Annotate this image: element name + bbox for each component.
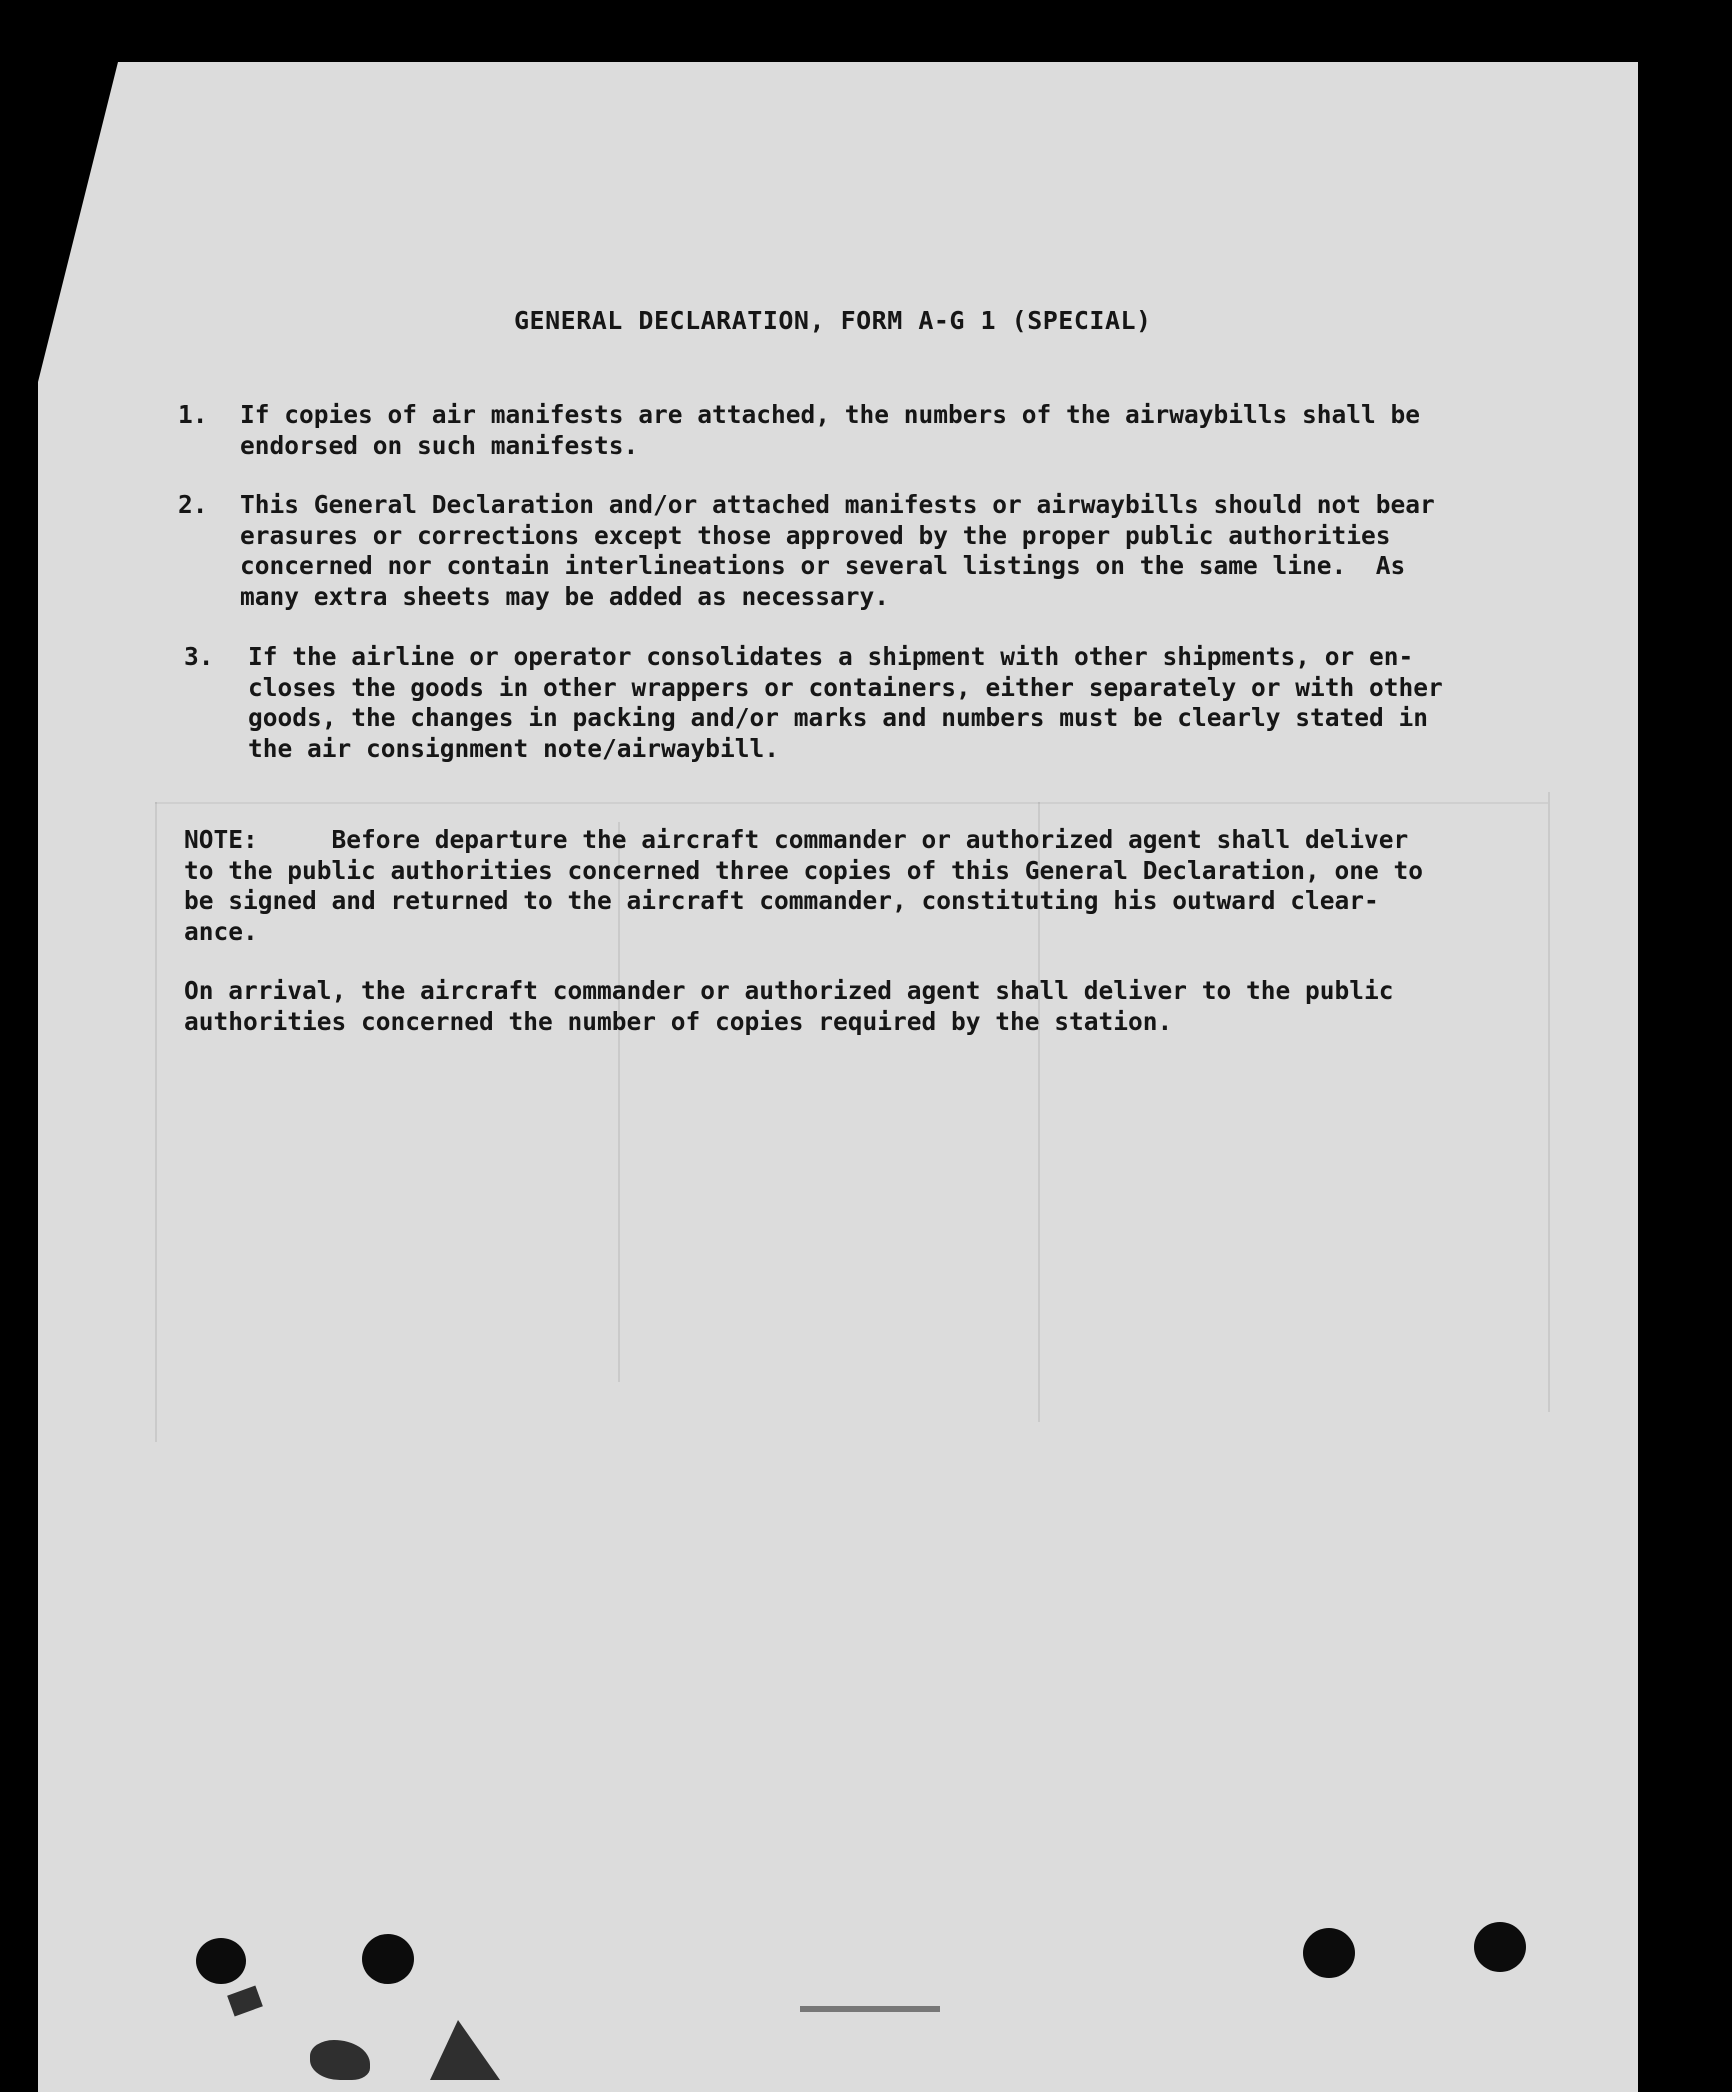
bleed-through-line bbox=[155, 802, 157, 1442]
instruction-item-3 bbox=[184, 642, 1443, 764]
arrival-paragraph bbox=[184, 976, 1394, 1037]
bleed-through-line bbox=[1548, 792, 1550, 1412]
item-line: If copies of air manifests are attached, the numbers of the airwaybills shall be bbox=[240, 400, 1421, 429]
ink-smudge bbox=[800, 2006, 940, 2012]
note-line: ance. bbox=[184, 916, 258, 946]
item-line: the air consignment note/airwaybill. bbox=[248, 733, 780, 763]
form-title: GENERAL DECLARATION, FORM A-G 1 (SPECIAL) bbox=[514, 306, 1152, 335]
departure-note bbox=[184, 825, 1423, 947]
instruction-item-2 bbox=[178, 490, 1435, 612]
note-line: NOTE: Before departure the aircraft commander or authorized agent shall deliver bbox=[184, 825, 1409, 854]
item-line: closes the goods in other wrappers or containers, either separately or with other bbox=[248, 672, 1443, 702]
item-number: 3. bbox=[184, 642, 214, 671]
note-line: to the public authorities concerned three copies of this General Declaration, one to bbox=[184, 855, 1424, 885]
item-line: concerned nor contain interlineations or several listings on the same line. As bbox=[240, 551, 1406, 580]
punch-hole bbox=[1474, 1922, 1526, 1972]
arrival-line: On arrival, the aircraft commander or authorized agent shall deliver to the public bbox=[184, 976, 1394, 1005]
arrival-line: authorities concerned the number of copies required by the station. bbox=[184, 1006, 1173, 1036]
item-line: This General Declaration and/or attached manifests or airwaybills should not bear bbox=[240, 490, 1435, 519]
note-line: be signed and returned to the aircraft commander, constituting his outward clear- bbox=[184, 886, 1379, 915]
item-line: many extra sheets may be added as necessary. bbox=[240, 581, 890, 611]
punch-hole bbox=[196, 1938, 246, 1984]
item-line: If the airline or operator consolidates a shipment with other shipments, or en- bbox=[248, 642, 1414, 671]
bleed-through-line bbox=[155, 802, 1548, 804]
item-number: 2. bbox=[178, 490, 208, 519]
item-line: goods, the changes in packing and/or marks and numbers must be clearly stated in bbox=[248, 703, 1429, 732]
instruction-item-1 bbox=[178, 400, 1420, 461]
item-number: 1. bbox=[178, 400, 208, 429]
punch-hole bbox=[362, 1934, 414, 1984]
document-page bbox=[38, 62, 1638, 2092]
item-line: erasures or corrections except those approved by the proper public authorities bbox=[240, 520, 1391, 550]
punch-hole bbox=[1303, 1928, 1355, 1978]
item-line: endorsed on such manifests. bbox=[240, 430, 639, 460]
